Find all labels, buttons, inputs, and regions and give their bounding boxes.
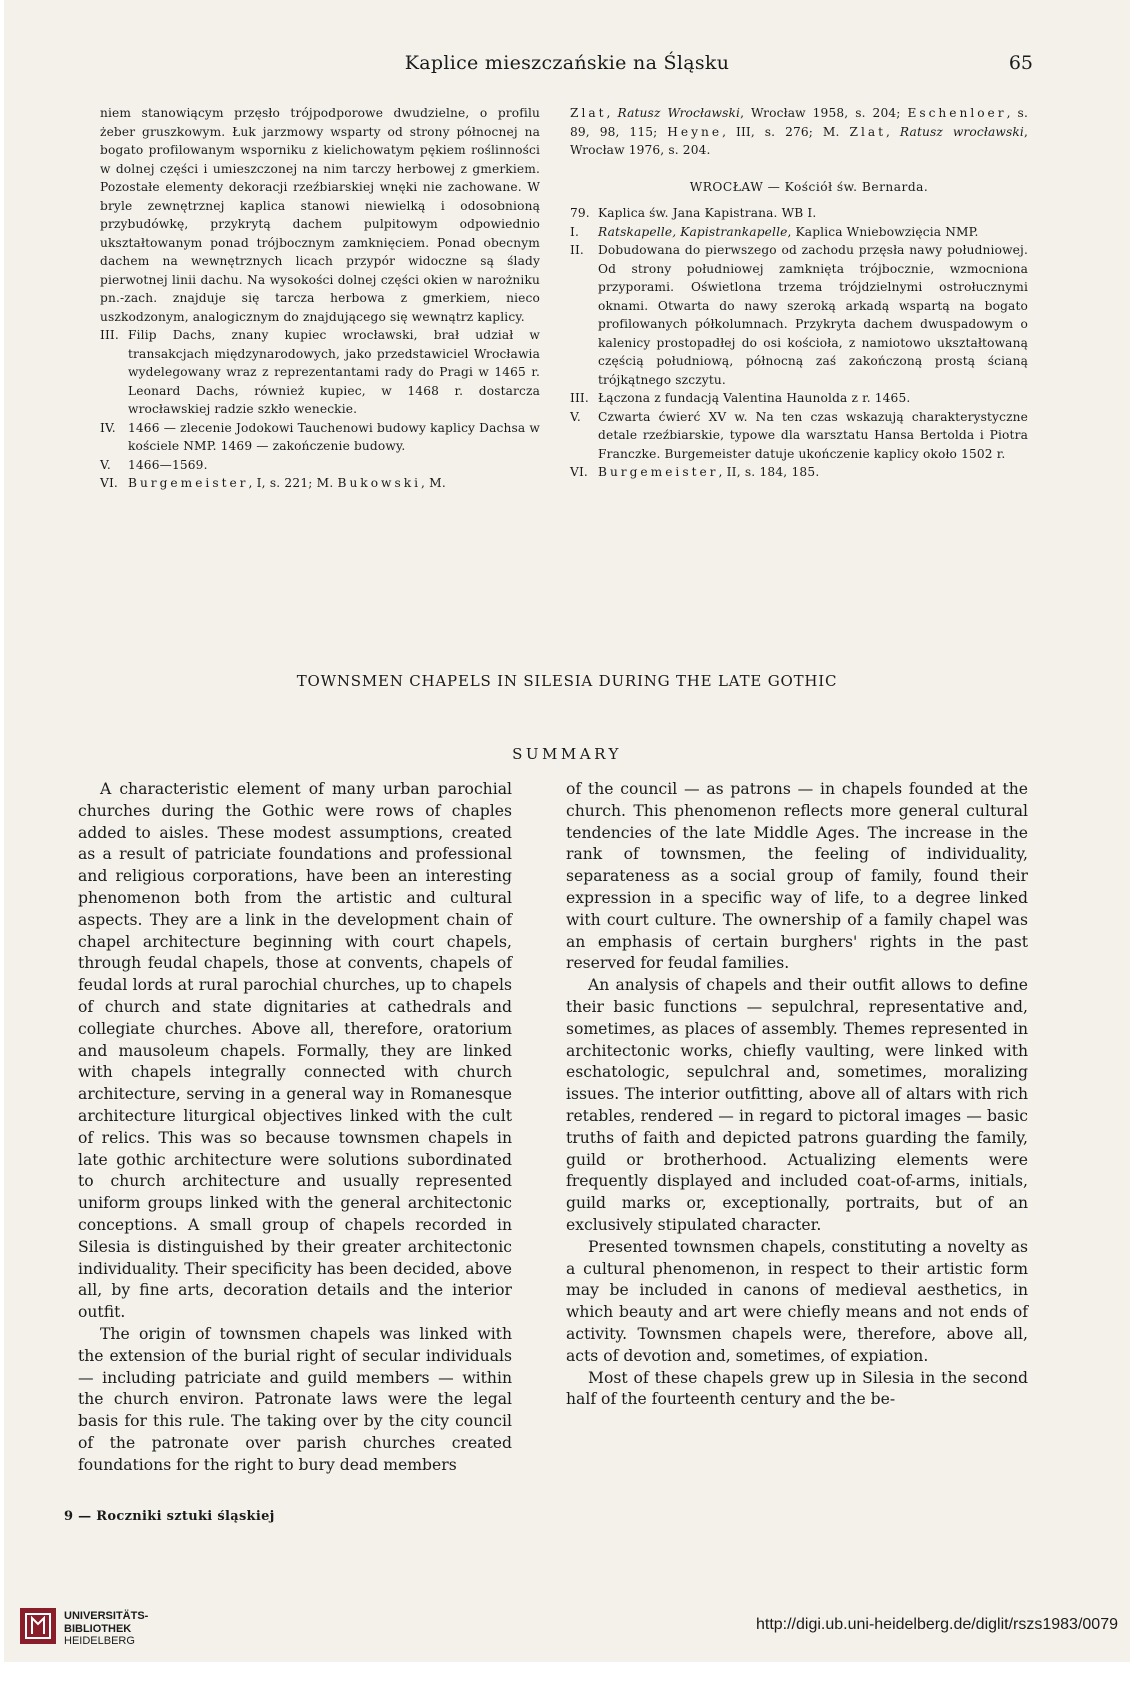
note-item [100, 419, 540, 456]
note-text: 1466 — zlecenie Jodokowi Tauchenowi budowy kaplicy Dachsa w kościele NMP. 1469 — zakończenie budowy. [128, 420, 540, 453]
reference-text: , Wrocław 1958, s. 204; [740, 106, 901, 120]
author-name: Burgemeister [598, 465, 719, 479]
note-number: VI. [100, 476, 118, 490]
note-text: Dobudowana do pierwszego od zachodu przęsła nawy południowej. Od strony południowej zamknięta trójbocznie, wzmocniona przyporami. Oświetlona trzema trójdzielnymi ostrołucznymi oknami. Otwarta do nawy szeroką arkadą wspartą na bogato profilowanych półkolumnach. Przykryta dachem dwuspadowym o kalenicy prostopadłej do osi kościoła, z namiotowo ukształtowaną częścią południową, północną zaś zakończoną prostą ścianą trójkątnego szczytu. [598, 243, 1028, 387]
notes-right-column [570, 104, 1028, 482]
note-number: VI. [570, 465, 588, 479]
summary-paragraph: An analysis of chapels and their outfit allows to define their basic functions — sepulchral, representative and, sometimes, as places of assembly. Themes represented in architectonic works, chiefly vaulting, were linked with eschatologic, sepulchral and, sometimes, moralizing issues. The interior outfitting, above all of altars with rich retables, rendered — in regard to pictoral images — basic truths of faith and depicted patrons guarding the family, guild or brotherhood. Actualizing elements were frequently displayed and included coat-of-arms, initials, guild marks or, exceptionally, portraits, but of an exclusively stipulated character. [566, 976, 1028, 1234]
note-continuation: niem stanowiącym przęsło trójpodporowe dwudzielne, o profilu żeber gruszkowym. Łuk jarzmowy wsparty od strony północnej na bogato profilowanym wsporniku z kielichowatym pękiem roślinności w dolnej części i umieszczonej na nim tarczy herbowej z gmerkiem. Pozostałe elementy dekoracji rzeźbiarskiej wnęki nie zachowane. W bryle zewnętrznej kaplica stanowi niewielką i odosobnioną przybudówkę, przykrytą dachem pulpitowym odpowiednio ukształtowanym ponad trójbocznym zamknięciem. Ponad obecnym dachem na wewnętrznych licach przypór widoczne są ślady pierwotnej linii dachu. Na wysokości dolnej części okien w narożniku pn.-zach. znajduje się tarcza herbowa z gmerkiem, nieco uszkodzonym, analogicznym do znajdującego się wewnątrz kaplicy. [100, 106, 540, 324]
note-item [570, 408, 1028, 464]
note-item [570, 204, 1028, 223]
summary-paragraph: Most of these chapels grew up in Silesia in the second half of the fourteenth century and the be- [566, 1368, 1028, 1409]
note-text: 1466—1569. [128, 457, 208, 472]
summary-paragraph: The origin of townsmen chapels was linked with the extension of the burial right of secular individuals — including patriciate and guild members — within the church environ. Patronate laws were the legal basis for this rule. The taking over by the city council of the patronate over parish churches created foundations for the right to bury dead members [78, 1324, 512, 1474]
note-number: V. [570, 409, 581, 424]
summary-right-column [566, 779, 1028, 1411]
author-name: Bukowski [337, 476, 421, 490]
work-title: Ratusz Wrocławski [617, 106, 741, 120]
running-header [4, 52, 1130, 82]
reference-text: , I, s. 221; M. [248, 476, 338, 490]
note-number: V. [100, 457, 111, 472]
note-item [570, 223, 1028, 242]
note-number: III. [100, 328, 119, 342]
note-number: 79. [570, 206, 590, 220]
note-text [128, 474, 540, 493]
reference-text: , M. [421, 476, 446, 490]
summary-paragraph: of the council — as patrons — in chapels founded at the church. This phenomenon reflects more general cultural tendencies of the late Middle Ages. The increase in the rank of townsmen, the feeling of individuality, separateness as a social group of family, found their expression in a specific way of life, to a degree linked with court culture. The ownership of a family chapel was an emphasis of certain burghers' rights in the past reserved for feudal families. [566, 780, 1028, 973]
note-number: IV. [100, 420, 116, 435]
library-name-line: HEIDELBERG [64, 1635, 135, 1647]
library-seal-icon [18, 1606, 58, 1646]
library-name-line: BIBLIOTHEK [64, 1622, 132, 1635]
note-text: Kaplica św. Jana Kapistrana. WB I. [598, 206, 817, 220]
summary-left-column [78, 779, 512, 1477]
note-item [100, 326, 540, 419]
note-text: Łączona z fundacją Valentina Haunolda z r. 1465. [598, 391, 911, 405]
scanned-page [4, 0, 1130, 1662]
reference-text: , Wrocław 1976, s. 204. [570, 124, 1028, 157]
summary-heading: SUMMARY [512, 745, 622, 763]
reference-text: , II, s. 184, 185. [718, 465, 820, 479]
note-item [570, 241, 1028, 389]
note-item [570, 389, 1028, 408]
author-name: Zlat [849, 124, 887, 139]
signature-mark: 9 — Roczniki sztuki śląskiej [64, 1509, 275, 1524]
note-item [100, 456, 540, 475]
note-bibliography [100, 474, 540, 493]
notes-left-column [100, 104, 540, 493]
note-number: III. [570, 391, 589, 405]
summary-paragraph: A characteristic element of many urban parochial churches during the Gothic were rows of chaples added to aisles. These modest assumptions, created as a result of patriciate foundations and professional and religious corporations, have been an interesting phenomenon both from the artistic and cultural aspects. They are a link in the development chain of chapel architecture beginning with court chapels, through feudal chapels, those at convents, chapels of feudal lords at rural parochial churches, up to chapels of church and state dignitaries at cathedrals and collegiate churches. Above all, therefore, oratorium and mausoleum chapels. Formally, they are linked with chapels integrally connected with church architecture, serving in a general way in Romanesque architecture liturgical objectives linked with the cult of relics. This was so because townsmen chapels in late gothic architecture were solutions subordinated to church architecture and usually represented uniform groups linked with the general architectonic conceptions. A small group of chapels recorded in Silesia is distinguished by their greater architectonic individuality. Their specificity has been decided, above all, by fine arts, decoration details and the interior outfit. [78, 780, 512, 1322]
chapel-names: Ratskapelle, Kapistrankapelle [598, 224, 788, 239]
page-number: 65 [1008, 52, 1033, 74]
place-heading: WROCŁAW — Kościół św. Bernarda. [689, 179, 929, 194]
source-url-link[interactable]: http://digi.ub.uni-heidelberg.de/diglit/rszs1983/0079 [755, 1616, 1118, 1633]
author-name: Eschenloer [907, 106, 1007, 120]
note-text [598, 463, 1028, 482]
reference-text: , s. 89, 98, 115; [570, 106, 1028, 139]
bottom-margin [0, 1662, 1134, 1687]
library-name [64, 1610, 148, 1648]
note-text: Czwarta ćwierć XV w. Na ten czas wskazują charakterystyczne detale rzeźbiarskie, typowe dla warsztatu Hansa Bertolda i Piotra Franczke. Burgemeister datuje ukończenie kaplicy około 1502 r. [598, 409, 1028, 461]
summary-paragraph: Presented townsmen chapels, constituting a novelty as a cultural phenomenon, in respect to their artistic form may be included in canons of medieval aesthetics, in which beauty and art were chiefly means and not ends of activity. Townsmen chapels were, therefore, above all, acts of devotion and, sometimes, of expiation. [566, 1237, 1028, 1365]
note-text: Filip Dachs, znany kupiec wrocławski, brał udział w transakcjach międzynarodowych, jako przedstawiciel Wrocławia wydelegowany wraz z reprezentantami rady do Pragi w 1465 r. Leonard Dachs, również kupiec, w 1468 r. dostarcza wrocławskiej radzie szkło weneckie. [128, 328, 540, 416]
note-number: I. [570, 224, 579, 239]
work-title: Ratusz wrocławski [899, 124, 1024, 139]
note-bibliography [570, 463, 1028, 482]
chapel-dedication: , Kaplica Wniebowzięcia NMP. [787, 224, 979, 239]
author-name: Heyne [667, 124, 723, 139]
note-number: II. [570, 243, 584, 257]
running-title: Kaplice mieszczańskie na Śląsku [404, 52, 730, 74]
library-name-line: UNIVERSITÄTS- [64, 1610, 149, 1622]
bibliography-continuation: Zlat, Ratusz Wrocławski, Wrocław 1958, s. 204; Eschenloer, s. 89, 98, 115; Heyne, III, s. 276; M. Zlat, Ratusz wrocławski, Wrocław 1976, s. 204. [570, 106, 1028, 157]
reference-text: , III, s. 276; M. [722, 124, 840, 139]
note-text [598, 223, 1028, 242]
summary-title: TOWNSMEN CHAPELS IN SILESIA DURING THE LATE GOTHIC [296, 672, 838, 690]
author-name: Burgemeister [128, 476, 249, 490]
author-name: Zlat [570, 106, 607, 120]
